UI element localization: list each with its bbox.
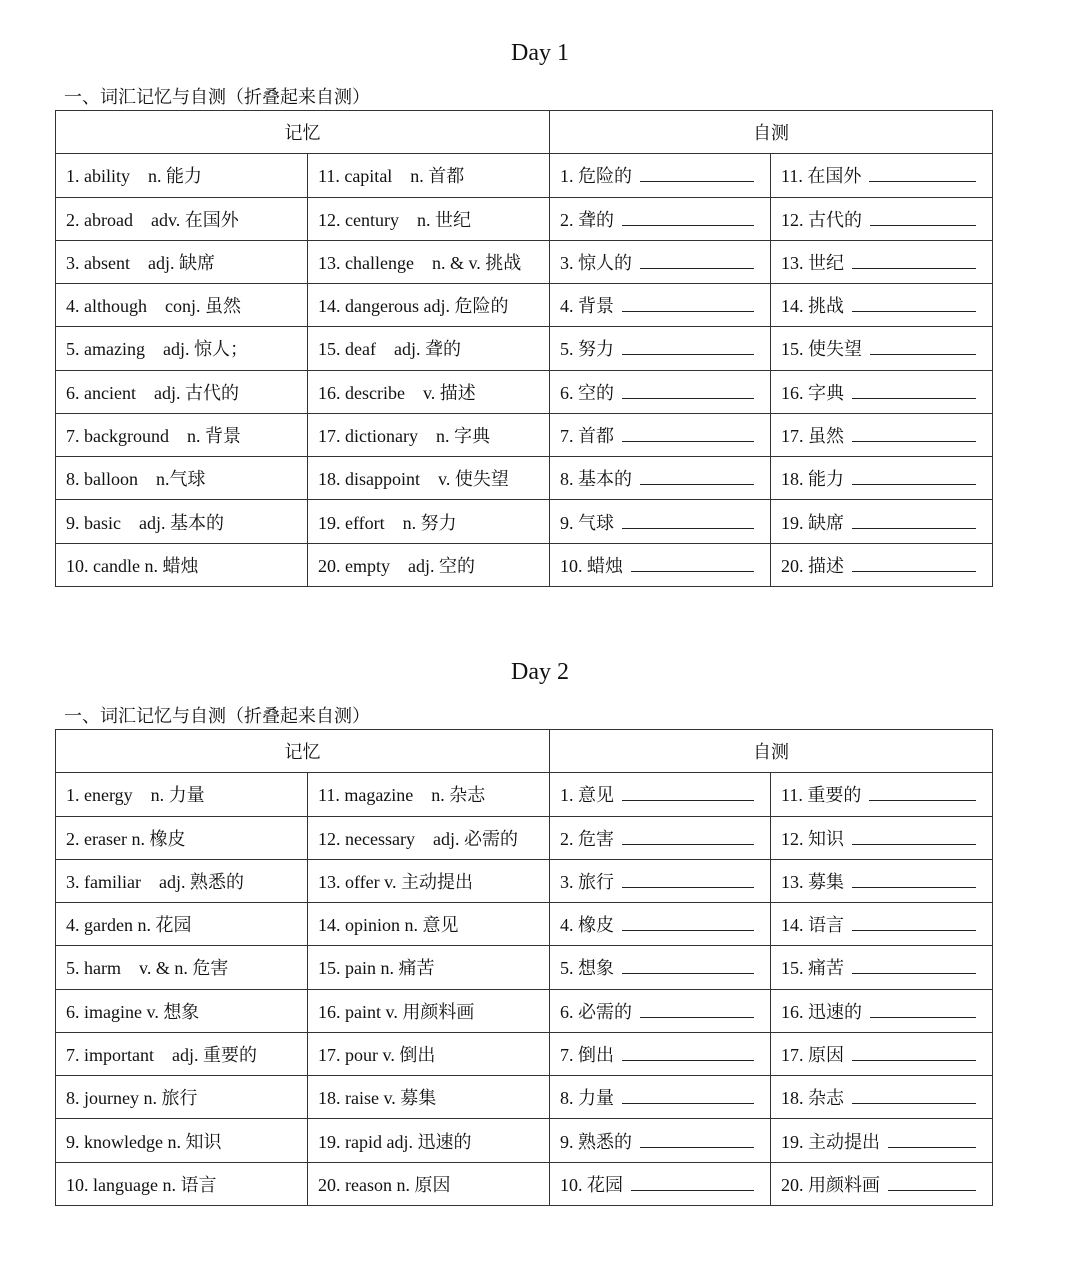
memory-word: 11. magazine n. 杂志	[318, 785, 486, 806]
answer-blank[interactable]	[870, 1001, 976, 1018]
self-test-cell[interactable]	[550, 773, 771, 816]
memory-word: 16. paint v. 用颜料画	[318, 1001, 475, 1022]
memory-word-cell	[308, 946, 550, 989]
self-test-prompt: 11. 在国外	[781, 166, 862, 187]
table-row	[56, 370, 993, 413]
memory-word: 13. challenge n. & v. 挑战	[318, 252, 522, 273]
memory-word-cell	[56, 903, 308, 946]
memory-word-cell	[308, 370, 550, 413]
answer-blank[interactable]	[852, 871, 976, 888]
memory-word-cell	[56, 500, 308, 543]
answer-blank[interactable]	[640, 468, 754, 485]
self-test-cell[interactable]	[771, 457, 993, 500]
answer-blank[interactable]	[852, 957, 976, 974]
table-row	[56, 989, 993, 1032]
answer-blank[interactable]	[888, 1174, 976, 1191]
answer-blank[interactable]	[622, 957, 754, 974]
self-test-prompt: 16. 迅速的	[781, 1001, 862, 1022]
answer-blank[interactable]	[622, 1044, 754, 1061]
memory-word-cell	[56, 327, 308, 370]
memory-word-cell	[56, 1162, 308, 1205]
self-test-cell[interactable]	[771, 500, 993, 543]
self-test-prompt: 17. 原因	[781, 1044, 844, 1065]
answer-blank[interactable]	[852, 914, 976, 931]
memory-word-cell	[56, 154, 308, 197]
memory-word-cell	[308, 500, 550, 543]
memory-word: 19. effort n. 努力	[318, 512, 457, 533]
table-row	[56, 457, 993, 500]
memory-word-cell	[308, 989, 550, 1032]
answer-blank[interactable]	[870, 209, 976, 226]
memory-word-cell	[308, 543, 550, 586]
answer-blank[interactable]	[640, 1001, 754, 1018]
self-test-prompt: 4. 橡皮	[560, 915, 614, 936]
memory-word: 14. opinion n. 意见	[318, 915, 459, 936]
self-test-cell[interactable]	[771, 903, 993, 946]
self-test-prompt: 10. 蜡烛	[560, 555, 623, 576]
self-test-cell[interactable]	[550, 284, 771, 327]
answer-blank[interactable]	[852, 295, 976, 312]
self-test-cell[interactable]	[550, 1162, 771, 1205]
self-test-prompt: 9. 气球	[560, 512, 614, 533]
memory-word-cell	[56, 859, 308, 902]
memory-word: 18. raise v. 募集	[318, 1088, 437, 1109]
answer-blank[interactable]	[622, 828, 754, 845]
self-test-prompt: 2. 聋的	[560, 209, 614, 230]
self-test-prompt: 1. 意见	[560, 785, 614, 806]
table-row	[56, 903, 993, 946]
self-test-cell[interactable]	[550, 413, 771, 456]
memory-word-cell	[56, 773, 308, 816]
table-row	[56, 240, 993, 283]
day-1-vocab-table	[55, 110, 993, 587]
self-test-cell[interactable]	[771, 1162, 993, 1205]
self-test-prompt: 15. 痛苦	[781, 958, 844, 979]
self-test-cell[interactable]	[771, 946, 993, 989]
table-row	[56, 1032, 993, 1075]
memory-word-cell	[308, 240, 550, 283]
answer-blank[interactable]	[852, 468, 976, 485]
self-test-prompt: 18. 杂志	[781, 1088, 844, 1109]
self-test-cell[interactable]	[550, 543, 771, 586]
table-row	[56, 197, 993, 240]
memory-word-cell	[308, 1032, 550, 1075]
memory-word-cell	[308, 413, 550, 456]
self-test-prompt: 19. 缺席	[781, 512, 844, 533]
self-test-cell[interactable]	[771, 154, 993, 197]
memory-word-cell	[308, 457, 550, 500]
day-2-subtitle: 一、词汇记忆与自测（折叠起来自测）	[64, 706, 370, 726]
self-test-prompt: 2. 危害	[560, 828, 614, 849]
self-test-cell[interactable]	[771, 773, 993, 816]
memory-word: 9. knowledge n. 知识	[66, 1131, 222, 1152]
self-test-cell[interactable]	[771, 197, 993, 240]
self-test-prompt: 10. 花园	[560, 1174, 623, 1195]
table-row	[56, 327, 993, 370]
self-test-header: 自测	[550, 730, 993, 773]
memory-word: 9. basic adj. 基本的	[66, 512, 224, 533]
self-test-prompt: 20. 用颜料画	[781, 1174, 880, 1195]
self-test-cell[interactable]	[771, 1076, 993, 1119]
memory-word: 10. candle n. 蜡烛	[66, 555, 199, 576]
answer-blank[interactable]	[622, 295, 754, 312]
answer-blank[interactable]	[869, 784, 976, 801]
self-test-prompt: 17. 虽然	[781, 425, 844, 446]
memory-word: 2. eraser n. 橡皮	[66, 828, 186, 849]
self-test-prompt: 12. 古代的	[781, 209, 862, 230]
answer-blank[interactable]	[852, 252, 976, 269]
self-test-prompt: 13. 世纪	[781, 252, 844, 273]
table-row	[56, 816, 993, 859]
table-row	[56, 413, 993, 456]
self-test-prompt: 3. 惊人的	[560, 252, 632, 273]
self-test-prompt: 9. 熟悉的	[560, 1131, 632, 1152]
answer-blank[interactable]	[622, 425, 754, 442]
answer-blank[interactable]	[888, 1131, 976, 1148]
memory-word: 4. although conj. 虽然	[66, 296, 241, 317]
table-row	[56, 946, 993, 989]
memory-word: 7. important adj. 重要的	[66, 1044, 257, 1065]
memory-word: 2. abroad adv. 在国外	[66, 209, 239, 230]
table-row	[56, 859, 993, 902]
self-test-cell[interactable]	[771, 859, 993, 902]
memory-word-cell	[308, 327, 550, 370]
self-test-cell[interactable]	[771, 1032, 993, 1075]
memory-word: 3. familiar adj. 熟悉的	[66, 871, 244, 892]
memory-word-cell	[56, 240, 308, 283]
memory-word-cell	[56, 370, 308, 413]
self-test-cell[interactable]	[550, 989, 771, 1032]
self-test-prompt: 5. 想象	[560, 958, 614, 979]
self-test-cell[interactable]	[771, 413, 993, 456]
memory-word-cell	[56, 284, 308, 327]
self-test-prompt: 12. 知识	[781, 828, 844, 849]
memory-word: 5. amazing adj. 惊人；	[66, 339, 248, 360]
memory-word-cell	[308, 154, 550, 197]
self-test-prompt: 4. 背景	[560, 296, 614, 317]
answer-blank[interactable]	[852, 382, 976, 399]
answer-blank[interactable]	[852, 1044, 976, 1061]
self-test-header: 自测	[550, 111, 993, 154]
memory-word: 16. describe v. 描述	[318, 382, 476, 403]
self-test-cell[interactable]	[550, 946, 771, 989]
memory-word: 20. empty adj. 空的	[318, 555, 475, 576]
memory-word: 1. ability n. 能力	[66, 166, 202, 187]
memory-word: 13. offer v. 主动提出	[318, 871, 473, 892]
self-test-cell[interactable]	[550, 154, 771, 197]
self-test-prompt: 6. 必需的	[560, 1001, 632, 1022]
answer-blank[interactable]	[622, 914, 754, 931]
memory-word-cell	[308, 284, 550, 327]
self-test-cell[interactable]	[550, 197, 771, 240]
memory-word-cell	[308, 1162, 550, 1205]
self-test-cell[interactable]	[771, 240, 993, 283]
memory-word: 7. background n. 背景	[66, 425, 241, 446]
memory-word-cell	[56, 457, 308, 500]
self-test-prompt: 16. 字典	[781, 382, 844, 403]
answer-blank[interactable]	[852, 828, 976, 845]
answer-blank[interactable]	[622, 1087, 754, 1104]
table-row	[56, 1076, 993, 1119]
answer-blank[interactable]	[622, 512, 754, 529]
table-header-row	[56, 730, 993, 773]
self-test-prompt: 6. 空的	[560, 382, 614, 403]
self-test-cell[interactable]	[771, 327, 993, 370]
self-test-cell[interactable]	[550, 816, 771, 859]
memory-word-cell	[308, 816, 550, 859]
answer-blank[interactable]	[622, 338, 754, 355]
answer-blank[interactable]	[640, 252, 754, 269]
table-row	[56, 1119, 993, 1162]
self-test-cell[interactable]	[771, 816, 993, 859]
answer-blank[interactable]	[631, 555, 754, 572]
answer-blank[interactable]	[852, 512, 976, 529]
memory-word-cell	[308, 773, 550, 816]
answer-blank[interactable]	[870, 338, 976, 355]
memory-word: 15. pain n. 痛苦	[318, 958, 435, 979]
answer-blank[interactable]	[622, 871, 754, 888]
memory-word: 1. energy n. 力量	[66, 785, 205, 806]
table-row	[56, 154, 993, 197]
answer-blank[interactable]	[622, 382, 754, 399]
table-row	[56, 284, 993, 327]
memory-word: 6. imagine v. 想象	[66, 1001, 200, 1022]
answer-blank[interactable]	[640, 165, 754, 182]
self-test-prompt: 14. 语言	[781, 915, 844, 936]
answer-blank[interactable]	[622, 209, 754, 226]
self-test-cell[interactable]	[550, 500, 771, 543]
self-test-prompt: 18. 能力	[781, 469, 844, 490]
memory-word: 18. disappoint v. 使失望	[318, 469, 509, 490]
self-test-cell[interactable]	[771, 989, 993, 1032]
memory-word: 17. dictionary n. 字典	[318, 425, 490, 446]
memory-word-cell	[308, 1076, 550, 1119]
self-test-prompt: 7. 首都	[560, 425, 614, 446]
day-2-vocab-table	[55, 729, 993, 1206]
answer-blank[interactable]	[631, 1174, 754, 1191]
day-1-subtitle: 一、词汇记忆与自测（折叠起来自测）	[64, 87, 370, 107]
memory-word-cell	[56, 413, 308, 456]
self-test-cell[interactable]	[771, 1119, 993, 1162]
memory-word: 12. necessary adj. 必需的	[318, 828, 518, 849]
day-2-title: Day 2	[511, 659, 569, 685]
self-test-prompt: 8. 基本的	[560, 469, 632, 490]
memory-word: 8. journey n. 旅行	[66, 1088, 198, 1109]
self-test-prompt: 20. 描述	[781, 555, 844, 576]
self-test-cell[interactable]	[550, 1032, 771, 1075]
memory-word-cell	[308, 1119, 550, 1162]
memory-word: 19. rapid adj. 迅速的	[318, 1131, 472, 1152]
table-header-row	[56, 111, 993, 154]
self-test-cell[interactable]	[550, 240, 771, 283]
self-test-prompt: 3. 旅行	[560, 871, 614, 892]
self-test-cell[interactable]	[550, 1119, 771, 1162]
self-test-cell[interactable]	[550, 859, 771, 902]
memory-word: 12. century n. 世纪	[318, 209, 471, 230]
memory-word-cell	[308, 197, 550, 240]
memory-word-cell	[56, 1032, 308, 1075]
memory-word-cell	[56, 816, 308, 859]
self-test-cell[interactable]	[550, 1076, 771, 1119]
self-test-cell[interactable]	[771, 370, 993, 413]
self-test-cell[interactable]	[771, 284, 993, 327]
table-row	[56, 543, 993, 586]
memory-header: 记忆	[56, 730, 550, 773]
memory-word: 11. capital n. 首都	[318, 166, 465, 187]
memory-word-cell	[56, 1076, 308, 1119]
memory-word: 14. dangerous adj. 危险的	[318, 296, 509, 317]
self-test-cell[interactable]	[550, 370, 771, 413]
self-test-cell[interactable]	[550, 457, 771, 500]
answer-blank[interactable]	[640, 1131, 754, 1148]
day-1-title: Day 1	[511, 40, 569, 66]
memory-word: 4. garden n. 花园	[66, 915, 192, 936]
memory-word: 17. pour v. 倒出	[318, 1044, 436, 1065]
table-row	[56, 773, 993, 816]
self-test-prompt: 19. 主动提出	[781, 1131, 880, 1152]
self-test-prompt: 8. 力量	[560, 1088, 614, 1109]
memory-word-cell	[308, 903, 550, 946]
answer-blank[interactable]	[852, 555, 976, 572]
memory-word: 15. deaf adj. 聋的	[318, 339, 461, 360]
memory-word-cell	[56, 1119, 308, 1162]
memory-word-cell	[56, 946, 308, 989]
self-test-prompt: 5. 努力	[560, 339, 614, 360]
self-test-prompt: 11. 重要的	[781, 785, 862, 806]
memory-word: 3. absent adj. 缺席	[66, 252, 215, 273]
memory-header: 记忆	[56, 111, 550, 154]
answer-blank[interactable]	[869, 165, 976, 182]
memory-word-cell	[56, 543, 308, 586]
self-test-prompt: 14. 挑战	[781, 296, 844, 317]
memory-word: 6. ancient adj. 古代的	[66, 382, 239, 403]
memory-word-cell	[308, 859, 550, 902]
memory-word-cell	[56, 197, 308, 240]
answer-blank[interactable]	[622, 784, 754, 801]
memory-word: 5. harm v. & n. 危害	[66, 958, 229, 979]
table-row	[56, 500, 993, 543]
self-test-prompt: 7. 倒出	[560, 1044, 614, 1065]
table-row	[56, 1162, 993, 1205]
self-test-prompt: 15. 使失望	[781, 339, 862, 360]
answer-blank[interactable]	[852, 425, 976, 442]
memory-word: 8. balloon n.气球	[66, 469, 206, 490]
self-test-prompt: 1. 危险的	[560, 166, 632, 187]
memory-word-cell	[56, 989, 308, 1032]
self-test-cell[interactable]	[771, 543, 993, 586]
memory-word: 20. reason n. 原因	[318, 1174, 451, 1195]
answer-blank[interactable]	[852, 1087, 976, 1104]
self-test-cell[interactable]	[550, 903, 771, 946]
self-test-cell[interactable]	[550, 327, 771, 370]
memory-word: 10. language n. 语言	[66, 1174, 217, 1195]
self-test-prompt: 13. 募集	[781, 871, 844, 892]
